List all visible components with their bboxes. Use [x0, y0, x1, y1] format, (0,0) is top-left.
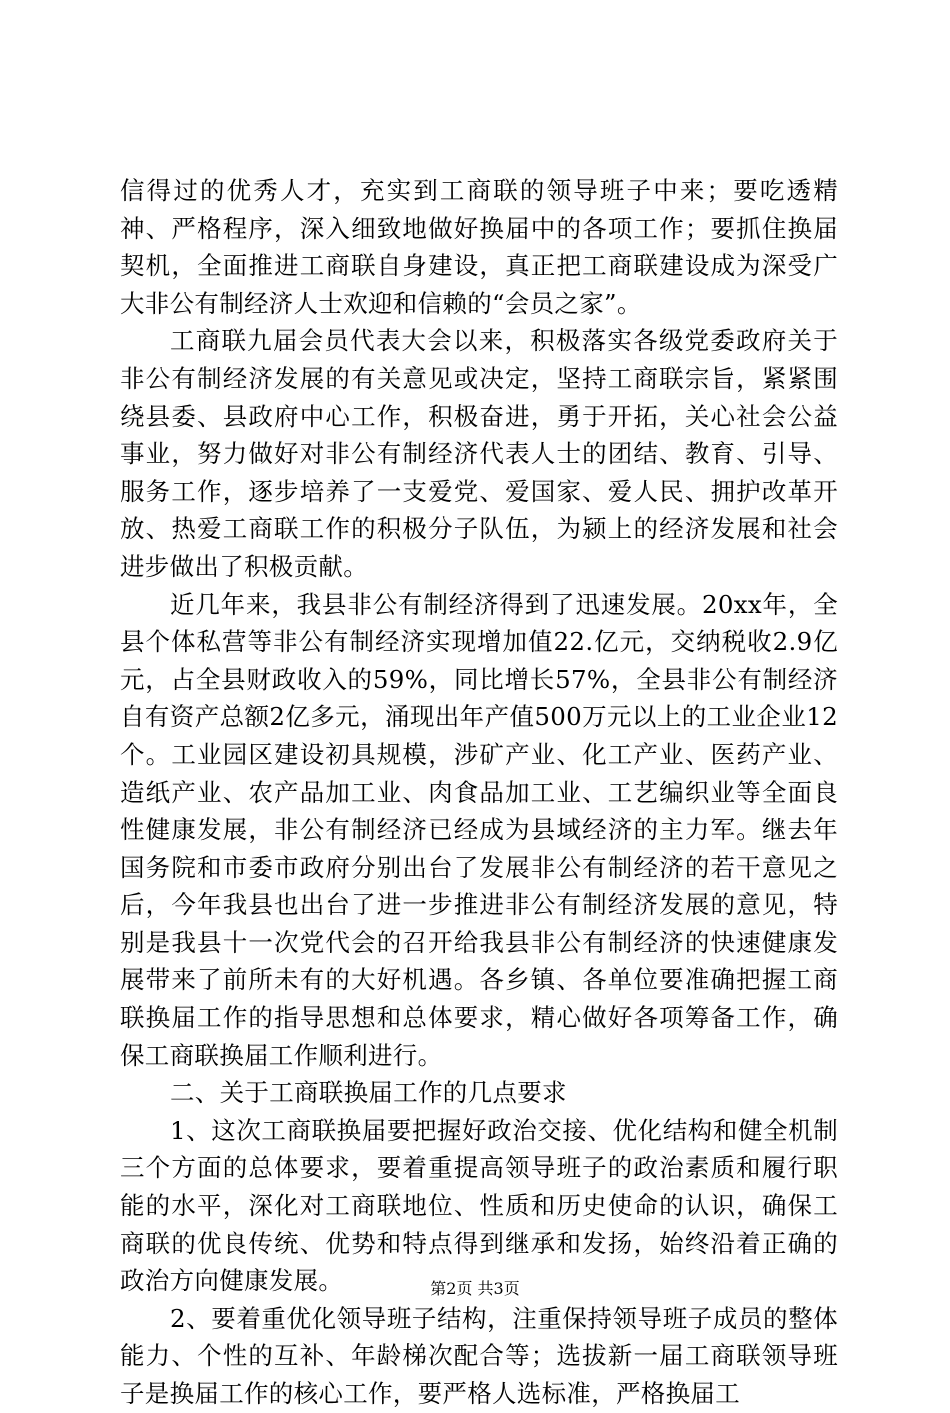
paragraph-requirement-1: 1、这次工商联换届要把握好政治交接、优化结构和健全机制三个方面的总体要求，要着重提高领导班子的政治素质和履行职能的水平，深化对工商联地位、性质和历史使命的认识，确保工商联的优良传统、优势和特点得到继承和发扬，始终沿着正确的政治方向健康发展。	[120, 1115, 838, 1296]
paragraph-continued: 信得过的优秀人才，充实到工商联的领导班子中来；要吃透精神、严格程序，深入细致地做好换届中的各项工作；要抓住换届契机，全面推进工商联自身建设，真正把工商联建设成为深受广大非公有制经济人士欢迎和信赖的“会员之家”。	[120, 176, 838, 318]
paragraph-requirement-2: 2、要着重优化领导班子结构，注重保持领导班子成员的整体能力、个性的互补、年龄梯次配合等；选拔新一届工商联领导班子是换届工作的核心工作，要严格人选标准，严格换届工	[120, 1303, 838, 1408]
paragraph-recent-years: 近几年来，我县非公有制经济得到了迅速发展。20xx年，全县个体私营等非公有制经济实现增加值22.亿元，交纳税收2.9亿元，占全县财政收入的59%，同比增长57%，全县非公有制经济自有资产总额2亿多元，涌现出年产值500万元以上的工业企业12个。工业园区建设初具规模，涉矿产业、化工产业、医药产业、造纸产业、农产品加工业、肉食品加工业、工艺编织业等全面良性健康发展，非公有制经济已经成为县域经济的主力军。继去年国务院和市委市政府分别出台了发展非公有制经济的若干意见之后，今年我县也出台了进一步推进非公有制经济发展的意见，特别是我县十一次党代会的召开给我县非公有制经济的快速健康发展带来了前所未有的大好机遇。各乡镇、各单位要准确把握工商联换届工作的指导思想和总体要求，精心做好各项筹备工作，确保工商联换届工作顺利进行。	[120, 589, 838, 1070]
page-number-footer: 第2页 共3页	[430, 1279, 520, 1298]
section-heading-two: 二、关于工商联换届工作的几点要求	[170, 1078, 567, 1108]
document-body	[120, 172, 838, 1413]
paragraph-ninth-congress: 工商联九届会员代表大会以来，积极落实各级党委政府关于非公有制经济发展的有关意见或决定，坚持工商联宗旨，紧紧围绕县委、县政府中心工作，积极奋进，勇于开拓，关心社会公益事业，努力做好对非公有制经济代表人士的团结、教育、引导、服务工作，逐步培养了一支爱党、爱国家、爱人民、拥护改革开放、热爱工商联工作的积极分子队伍，为颍上的经济发展和社会进步做出了积极贡献。	[120, 326, 838, 581]
